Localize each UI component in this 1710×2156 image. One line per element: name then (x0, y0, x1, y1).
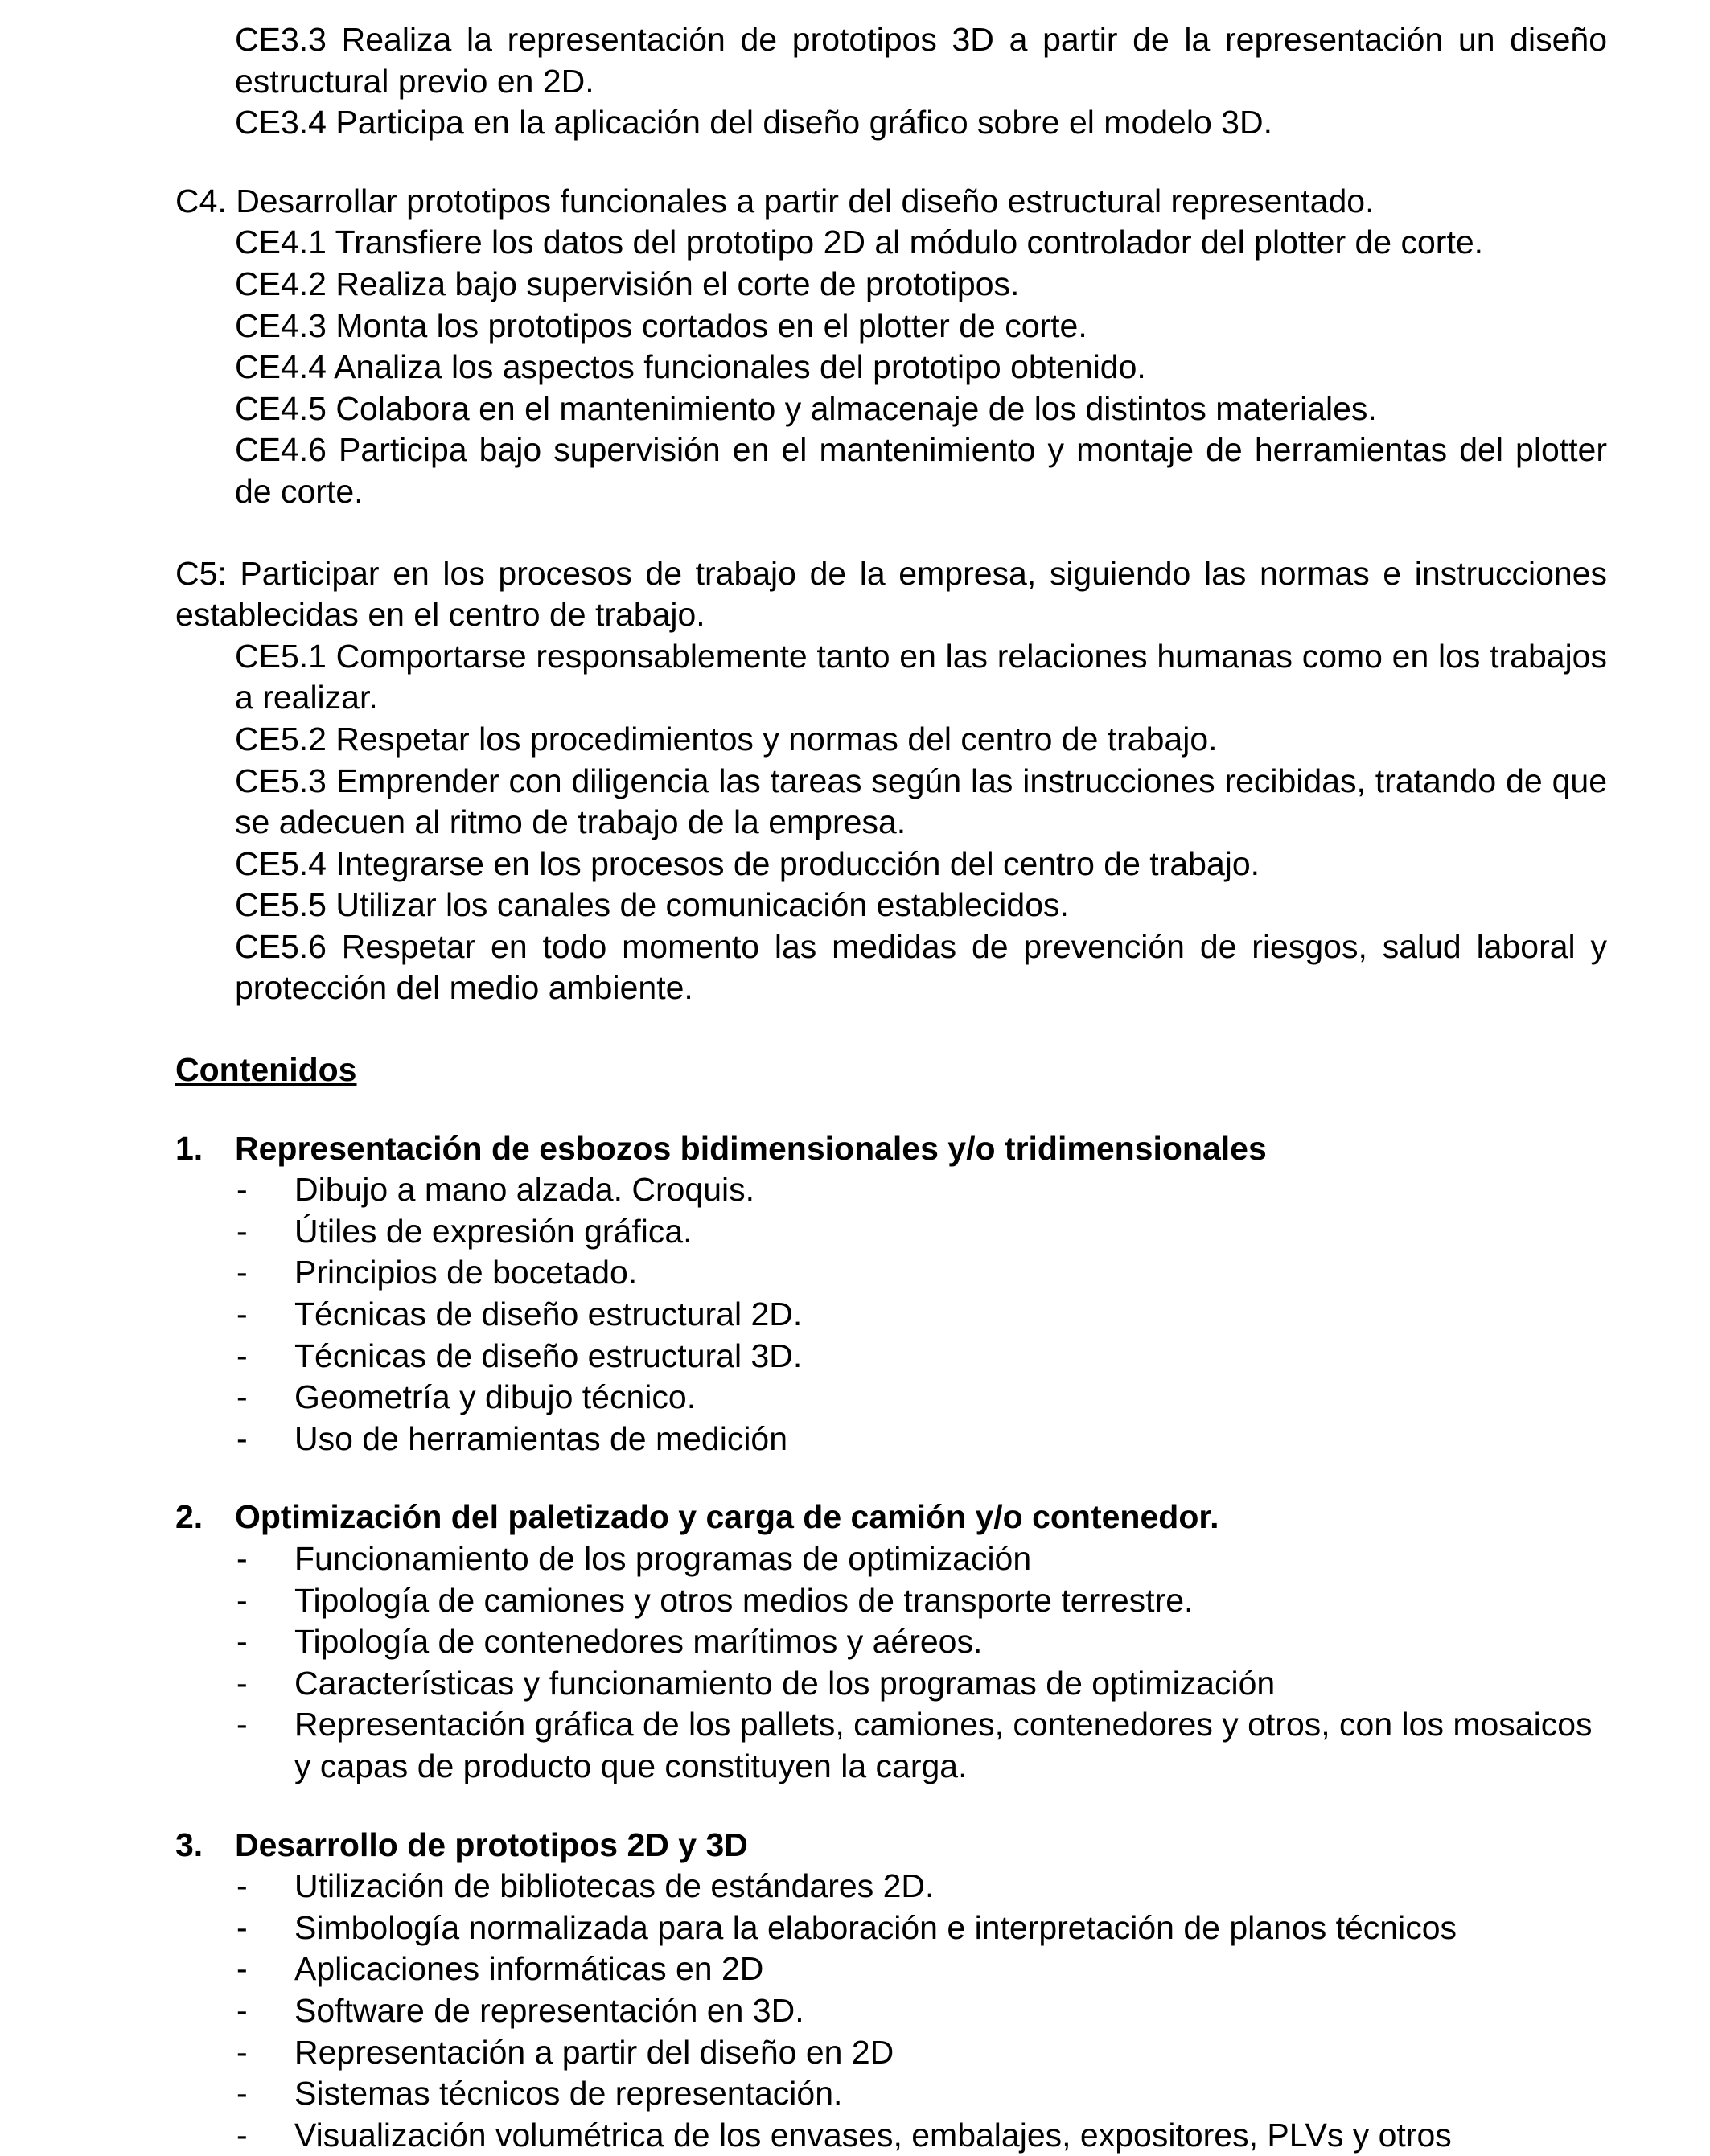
criterion-ce4-4: CE4.4 Analiza los aspectos funcionales del prototipo obtenido. (235, 348, 1146, 386)
bullet-dash: - (236, 1378, 248, 1416)
bullet-dash: - (236, 1254, 248, 1292)
criterion-ce4-1: CE4.1 Transfiere los datos del prototipo 2D al módulo controlador del plotter de corte. (235, 224, 1484, 261)
section-2-list (175, 1538, 1607, 1788)
bullet-dash: - (236, 2033, 248, 2071)
c5-criteria-list (235, 636, 1607, 1009)
bullet-dash: - (236, 1337, 248, 1374)
criterion-ce4-2: CE4.2 Realiza bajo supervisión el corte de prototipos. (235, 265, 1020, 302)
bullet-dash: - (236, 1581, 248, 1619)
bullet-dash: - (236, 1908, 248, 1946)
list-item: - Sistemas técnicos de representación. (175, 2073, 1607, 2115)
section-1-list (175, 1169, 1607, 1460)
section-2-number: 2. (175, 1498, 203, 1536)
list-item: - Útiles de expresión gráfica. (175, 1211, 1607, 1253)
list-item: - Características y funcionamiento de los programas de optimización (175, 1663, 1607, 1705)
list-item: - Técnicas de diseño estructural 2D. (175, 1294, 1607, 1336)
criterion-ce4-5: CE4.5 Colabora en el mantenimiento y almacenaje de los distintos materiales. (235, 389, 1377, 427)
section-3-title-text: Desarrollo de prototipos 2D y 3D (235, 1825, 748, 1863)
bullet-dash: - (236, 1171, 248, 1209)
c5-block (175, 553, 1607, 1010)
list-item: - Dibujo a mano alzada. Croquis. (175, 1169, 1607, 1211)
section-3-list (175, 1866, 1607, 2156)
criterion-ce5-6: CE5.6 Respetar en todo momento las medidas de prevención de riesgos, salud laboral y protección del medio ambiente. (235, 927, 1607, 1007)
section-2-title-text: Optimización del paletizado y carga de camión y/o contenedor. (235, 1498, 1219, 1536)
c3-criteria-list (235, 19, 1607, 144)
bullet-dash: - (236, 1623, 248, 1661)
list-item: - Visualización volumétrica de los envases, embalajes, expositores, PLVs y otros (175, 2115, 1607, 2156)
criterion-ce3-4: CE3.4 Participa en la aplicación del diseño gráfico sobre el modelo 3D. (235, 104, 1272, 142)
list-item: - Software de representación en 3D. (175, 1990, 1607, 2032)
bullet-dash: - (236, 1706, 248, 1743)
list-item: - Geometría y dibujo técnico. (175, 1377, 1607, 1419)
bullet-dash: - (236, 1212, 248, 1250)
criterion-ce4-6: CE4.6 Participa bajo supervisión en el mantenimiento y montaje de herramientas del plotter de corte. (235, 431, 1607, 510)
section-1-title-text: Representación de esbozos bidimensionales y/o tridimensionales (235, 1129, 1267, 1167)
bullet-dash: - (236, 1664, 248, 1702)
bullet-dash: - (236, 1950, 248, 1988)
contenidos-section-3 (175, 1825, 1607, 2156)
list-item: - Uso de herramientas de medición (175, 1419, 1607, 1460)
section-3-number: 3. (175, 1825, 203, 1863)
c4-criteria-list (235, 222, 1607, 512)
c5-heading: C5: Participar en los procesos de trabajo de la empresa, siguiendo las normas e instrucciones establecidas en el centro de trabajo. (175, 554, 1607, 634)
criterion-ce5-1: CE5.1 Comportarse responsablemente tanto en las relaciones humanas como en los trabajos a realizar. (235, 637, 1607, 717)
criterion-ce5-2: CE5.2 Respetar los procedimientos y normas del centro de trabajo. (235, 720, 1218, 758)
document-content (175, 19, 1607, 2156)
c4-block (175, 181, 1607, 513)
list-item: - Representación gráfica de los pallets, camiones, contenedores y otros, con los mosaicos y capas de producto que constituyen la carga. (236, 1706, 1593, 1784)
list-item: - Simbología normalizada para la elaboración e interpretación de planos técnicos (175, 1908, 1607, 1949)
criterion-ce4-3: CE4.3 Monta los prototipos cortados en el plotter de corte. (235, 306, 1087, 344)
criterion-ce5-4: CE5.4 Integrarse en los procesos de producción del centro de trabajo. (235, 844, 1260, 882)
bullet-dash: - (236, 1991, 248, 2029)
list-item: - Técnicas de diseño estructural 3D. (175, 1336, 1607, 1378)
list-item: - Utilización de bibliotecas de estándares 2D. (175, 1866, 1607, 1908)
criterion-ce5-3: CE5.3 Emprender con diligencia las tareas según las instrucciones recibidas, tratando de que se adecuen al ritmo de trabajo de la empresa. (235, 762, 1607, 841)
bullet-dash: - (236, 1296, 248, 1333)
contenidos-section-1 (175, 1128, 1607, 1460)
section-1-title (175, 1128, 1607, 1170)
bullet-dash: - (236, 2075, 248, 2113)
criterion-ce5-5: CE5.5 Utilizar los canales de comunicación establecidos. (235, 886, 1069, 924)
criterion-ce3-3: CE3.3 Realiza la representación de prototipos 3D a partir de la representación un diseño estructural previo en 2D. (235, 21, 1607, 100)
bullet-dash: - (236, 1540, 248, 1577)
list-item: - Aplicaciones informáticas en 2D (175, 1949, 1607, 1990)
list-item: - Representación a partir del diseño en 2D (175, 2032, 1607, 2074)
section-3-title (175, 1825, 1607, 1866)
list-item: - Tipología de contenedores marítimos y aéreos. (175, 1621, 1607, 1663)
section-1-number: 1. (175, 1129, 203, 1167)
list-item: - Principios de bocetado. (175, 1252, 1607, 1294)
section-2-title (175, 1497, 1607, 1538)
list-item: - Tipología de camiones y otros medios de transporte terrestre. (175, 1580, 1607, 1622)
list-item: - Funcionamiento de los programas de optimización (175, 1538, 1607, 1580)
bullet-dash: - (236, 1867, 248, 1905)
contenidos-heading: Contenidos (175, 1051, 357, 1089)
bullet-dash: - (236, 2116, 248, 2154)
bullet-dash: - (236, 1419, 248, 1457)
contenidos-section-2 (175, 1497, 1607, 1787)
c4-heading: C4. Desarrollar prototipos funcionales a partir del diseño estructural representado. (175, 182, 1375, 220)
